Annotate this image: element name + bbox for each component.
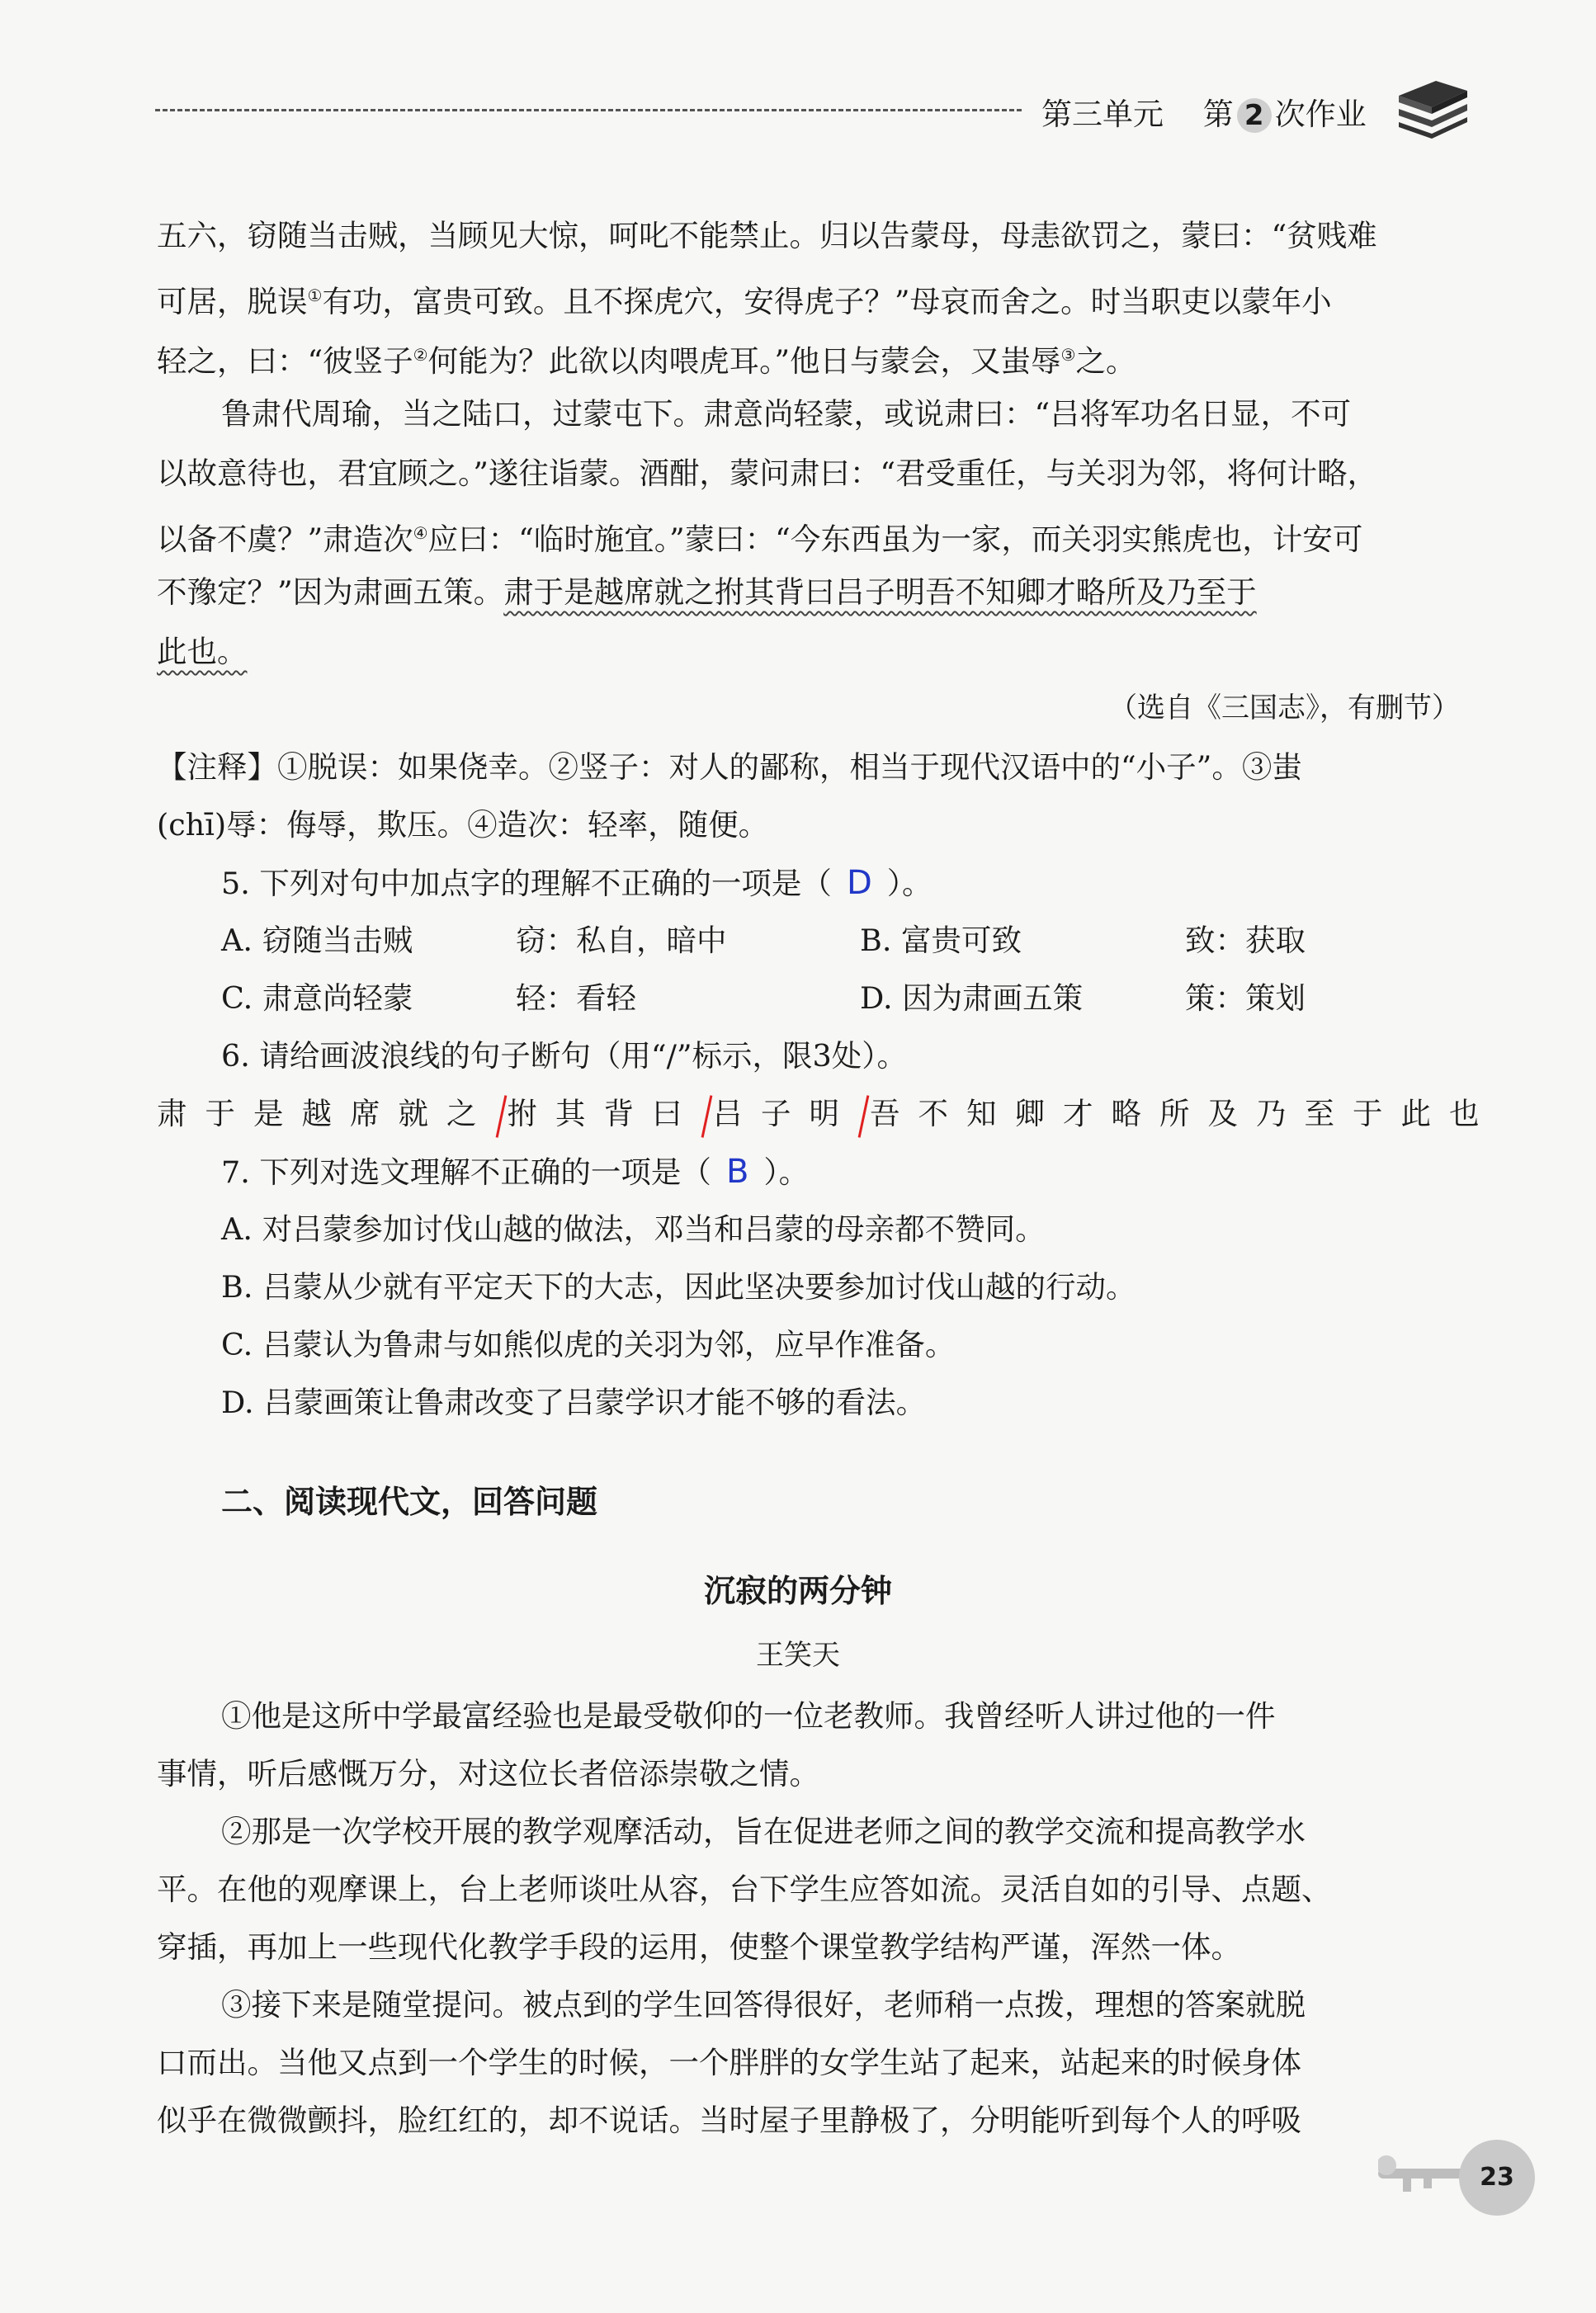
source-citation: （选自《三国志》，有删节） — [1109, 692, 1460, 725]
section-heading: 二、阅读现代文，回答问题 — [221, 1484, 598, 1520]
article-author: 王笑天 — [756, 1639, 840, 1672]
q6-stem: 6. 请给画波浪线的句子断句（用“/”标示，限3处）。 — [221, 1038, 908, 1074]
homework-prefix: 第 — [1202, 97, 1234, 132]
books-icon — [1395, 73, 1469, 139]
q7-option: A. 对吕蒙参加讨伐山越的做法，邓当和吕蒙的母亲都不赞同。 — [221, 1211, 1046, 1247]
article-paragraph: 穿插，再加上一些现代化教学手段的运用，使整个课堂教学结构严谨，浑然一体。 — [157, 1929, 1241, 1965]
q5-option-c: C. 肃意尚轻蒙 — [221, 980, 413, 1016]
article-paragraph: 口而出。当他又点到一个学生的时候，一个胖胖的女学生站了起来，站起来的时候身体 — [157, 2045, 1301, 2080]
passage-line: 五六，窃随当击贼，当顾见大惊，呵叱不能禁止。归以告蒙母，母恚欲罚之，蒙曰：“贫贱难 — [157, 218, 1377, 253]
passage-line: 以故意待也，君宜顾之。”遂往诣蒙。酒酣，蒙问肃曰：“君受重任，与关羽为邻，将何计略， — [157, 456, 1378, 491]
break-mark — [495, 1095, 507, 1137]
q7-answer: B — [725, 1153, 749, 1191]
article-paragraph: ①他是这所中学最富经验也是最受敬仰的一位老教师。我曾经听人讲过他的一件 — [221, 1698, 1276, 1734]
notes-line: 【注释】①脱误：如果侥幸。②竖子：对人的鄙称，相当于现代汉语中的“小子”。③蚩 — [157, 749, 1302, 785]
passage-line — [157, 632, 248, 672]
wavy-sentence: 肃于是越席就之拊其背曰吕子明吾不知卿才略所及乃至于 — [503, 574, 1257, 610]
q7-option: D. 吕蒙画策让鲁肃改变了吕蒙学识才能不够的看法。 — [221, 1385, 927, 1420]
wavy-sentence-end: 此也。 — [157, 634, 248, 669]
passage-line: 鲁肃代周瑜，当之陆口，过蒙屯下。肃意尚轻蒙，或说肃曰：“吕将军功名日显，不可 — [221, 396, 1352, 432]
passage-line: 以备不虞？”肃造次④应曰：“临时施宜。”蒙曰：“今东西虽为一家，而关羽实熊虎也，计安可 — [157, 522, 1363, 558]
q7-option: B. 吕蒙从少就有平定天下的大志，因此坚决要参加讨伐山越的行动。 — [221, 1269, 1136, 1305]
page-number-badge — [1457, 2137, 1537, 2218]
unit-label: 第三单元 — [1041, 97, 1164, 132]
q5-option-d: D. 因为肃画五策 — [860, 980, 1084, 1016]
notes-line: (chī)辱：侮辱，欺压。④造次：轻率，随便。 — [157, 807, 769, 843]
page-number: 23 — [1480, 2163, 1514, 2192]
article-paragraph: ③接下来是随堂提问。被点到的学生回答得很好，老师稍一点拨，理想的答案就脱 — [221, 1987, 1306, 2023]
q5-gloss-a: 窃：私自，暗中 — [516, 923, 727, 958]
passage-line: 不豫定？”因为肃画五策。肃于是越席就之拊其背曰吕子明吾不知卿才略所及乃至于 — [157, 574, 1257, 610]
passage-line: 可居，脱误①有功，富贵可致。且不探虎穴，安得虎子？”母哀而舍之。时当职吏以蒙年小 — [157, 284, 1332, 320]
article-paragraph: 平。在他的观摩课上，台上老师谈吐从容，台下学生应答如流。灵活自如的引导、点题、 — [157, 1872, 1332, 1907]
q5-gloss-c: 轻：看轻 — [516, 980, 636, 1016]
article-paragraph: ②那是一次学校开展的教学观摩活动，旨在促进老师之间的教学交流和提高教学水 — [221, 1814, 1306, 1849]
q5-option-b: B. 富贵可致 — [860, 923, 1022, 958]
q7-stem: 7. 下列对选文理解不正确的一项是（ B ）。 — [221, 1153, 810, 1191]
article-paragraph: 事情，听后感慨万分，对这位长者倍添崇敬之情。 — [157, 1756, 819, 1791]
break-mark — [858, 1095, 870, 1137]
q5-gloss-b: 致：获取 — [1185, 923, 1306, 958]
q7-option: C. 吕蒙认为鲁肃与如熊似虎的关羽为邻，应早作准备。 — [221, 1327, 956, 1362]
q5-gloss-d: 策：策划 — [1185, 980, 1306, 1016]
header-divider — [155, 109, 1022, 111]
q6-answer-sentence: 肃于是越席就之 拊其背曰 吕子明 吾不知卿才略所及乃至于此也 — [157, 1094, 1498, 1138]
passage-line: 轻之，曰：“彼竖子②何能为？此欲以肉喂虎耳。”他日与蒙会，又蚩辱③之。 — [157, 343, 1136, 380]
article-paragraph: 似乎在微微颤抖，脸红红的，却不说话。当时屋子里静极了，分明能听到每个人的呼吸 — [157, 2103, 1301, 2138]
q5-stem: 5. 下列对句中加点字的理解不正确的一项是（ D ）。 — [221, 864, 933, 902]
break-mark — [701, 1095, 712, 1137]
article-title: 沉寂的两分钟 — [703, 1573, 892, 1609]
q5-option-a: A. 窃随当击贼 — [221, 923, 413, 958]
header-title — [1041, 89, 1367, 134]
q5-answer: D — [846, 864, 872, 902]
homework-number: 2 — [1237, 98, 1272, 133]
homework-suffix: 次作业 — [1274, 97, 1367, 132]
